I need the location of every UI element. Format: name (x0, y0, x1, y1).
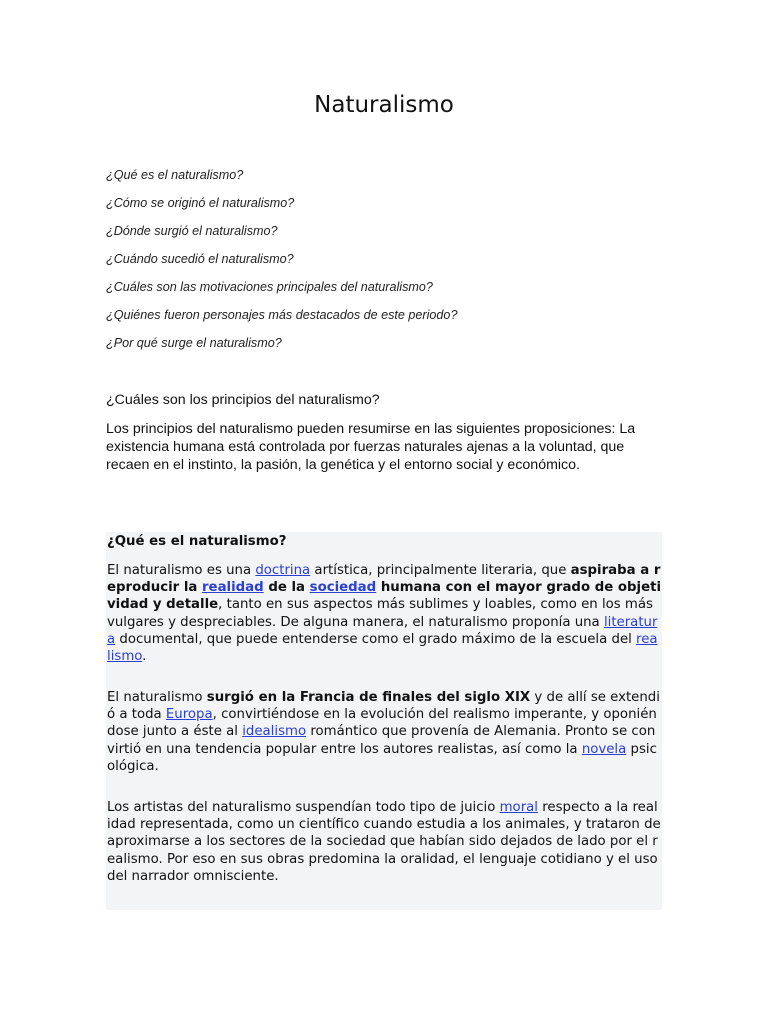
text-span: , tanto en sus aspectos más sublimes y loables, como en los más vulgares y despreciables. De alguna manera, el naturalismo proponía una (107, 597, 653, 630)
question-item: ¿Por qué surge el naturalismo? (106, 336, 282, 350)
principles-heading: ¿Cuáles son los principios del naturalismo? (106, 392, 380, 408)
link-literatura[interactable]: literatura (107, 614, 658, 647)
bold-span: humana con el mayor grado de objetividad y detalle (107, 580, 662, 613)
naturalismo-info-box (106, 532, 662, 910)
text-span: psicológica. (107, 741, 657, 774)
link-idealismo[interactable]: idealismo (242, 724, 307, 740)
link-novela[interactable]: novela (581, 741, 627, 757)
question-item: ¿Cómo se originó el naturalismo? (106, 196, 295, 210)
text-span: El naturalismo (107, 690, 207, 705)
box-heading: ¿Qué es el naturalismo? (107, 534, 287, 549)
text-span: El naturalismo es una (107, 563, 256, 578)
page-title: Naturalismo (314, 92, 454, 118)
principles-text: Los principios del naturalismo pueden resumirse en las siguientes proposiciones: La existencia humana está controlada por fuerzas naturales ajenas a la voluntad, que recaen en el instinto, la pasión, la genética y el entorno social y económico. (106, 421, 636, 473)
paragraph-definition (107, 562, 661, 665)
link-sociedad[interactable]: sociedad (309, 580, 377, 596)
question-item: ¿Qué es el naturalismo? (106, 168, 244, 182)
text-span: Los artistas del naturalismo suspendían todo tipo de juicio (107, 800, 500, 815)
link-doctrina[interactable]: doctrina (255, 563, 311, 578)
question-list (106, 166, 666, 362)
link-realidad[interactable]: realidad (202, 580, 264, 596)
text-span: y de allí se extendió a toda (107, 690, 660, 723)
text-span: , convirtiéndose en la evolución del realismo imperante, y oponiéndose junto a éste al (107, 707, 657, 740)
link-realismo[interactable]: realismo (107, 631, 658, 665)
link-europa[interactable]: Europa (165, 707, 213, 723)
link-moral[interactable]: moral (499, 800, 539, 815)
question-item: ¿Dónde surgió el naturalismo? (106, 224, 278, 238)
text-span: respecto a la realidad representada, como un científico cuando estudia a los animales, y trataron de aproximarse a los sectores de la sociedad que habían sido dejados de lado por el realismo. Por eso en sus obras predomina la oralidad, el lenguaje cotidiano y el uso del narrador omnisciente. (107, 800, 661, 884)
text-span: . (142, 649, 147, 665)
text-span: documental, que puede entenderse como el grado máximo de la escuela del (115, 631, 637, 647)
paragraph-origin (107, 689, 661, 775)
bold-span: surgió en la Francia de finales del siglo XIX (206, 690, 531, 705)
question-item: ¿Cuándo sucedió el naturalismo? (106, 252, 294, 266)
question-item: ¿Cuáles son las motivaciones principales del naturalismo? (106, 280, 433, 294)
text-span: romántico que provenía de Alemania. Pronto se convirtió en una tendencia popular entre los autores realistas, así como la (107, 724, 656, 757)
question-item: ¿Quiénes fueron personajes más destacados de este periodo? (106, 308, 458, 322)
bold-span: aspiraba a reproducir la (107, 563, 661, 596)
bold-span: de la (263, 580, 310, 596)
text-span: artística, principalmente literaria, que (310, 563, 571, 578)
paragraph-artists (107, 799, 661, 885)
